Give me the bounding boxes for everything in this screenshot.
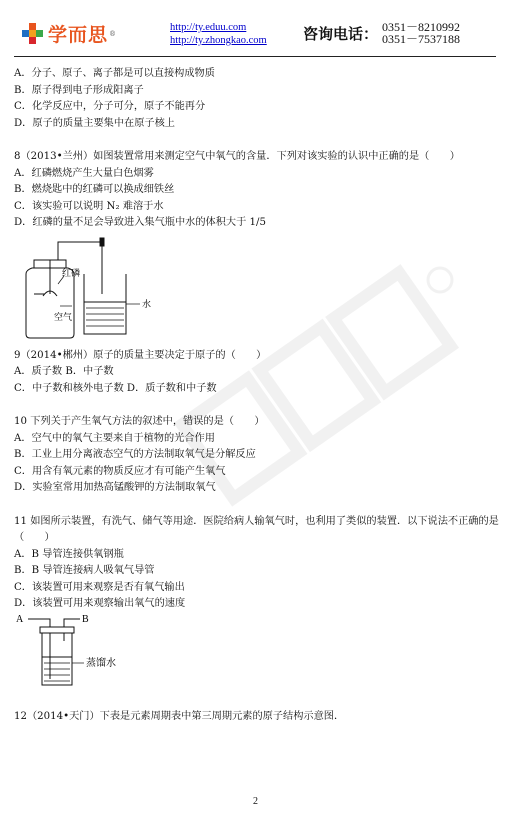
header-links [170, 21, 267, 47]
q11-stem: 11 如图所示装置，有洗气、储气等用途．医院给病人输氧气时，也利用了类似的装置．以下说法不正确的是（ ） [14, 515, 499, 543]
q8-option-c: C．该实验可以说明 N₂ 难溶于水 [14, 200, 164, 212]
logo-mark-icon [22, 23, 44, 45]
phone-number-1: 0351－8210992 [382, 20, 461, 34]
logo [22, 20, 116, 47]
q8-label-phosphorus: 红磷 [62, 268, 81, 279]
logo-registered: ® [109, 29, 117, 38]
q8-apparatus-figure [14, 234, 214, 344]
page-content [14, 66, 499, 725]
phone-label: 咨询电话： [303, 25, 379, 43]
q9-stem: 9（2014•郴州）原子的质量主要决定于原子的（ ） [14, 349, 267, 361]
header-rule [14, 56, 496, 57]
q11-label-water: 蒸馏水 [86, 657, 116, 669]
phone-number-2: 0351－7537188 [382, 32, 461, 46]
q7-option-b: B．原子得到电子形成阳离子 [14, 84, 144, 96]
logo-text: 学而思 [48, 24, 109, 46]
q10-option-a: A．空气中的氧气主要来自于植物的光合作用 [14, 432, 215, 444]
q8-option-d: D．红磷的量不足会导致进入集气瓶中水的体积大于 1/5 [14, 217, 266, 228]
q8-label-water: 水 [142, 299, 152, 310]
q11-option-c: C．该装置可用来观察是否有氧气输出 [14, 581, 185, 593]
page-header [0, 0, 511, 56]
q8-option-b: B．燃烧匙中的红磷可以换成细铁丝 [14, 184, 175, 195]
phone-numbers [382, 21, 460, 45]
q10-option-b: B．工业上用分离液态空气的方法制取氧气是分解反应 [14, 449, 256, 460]
q11-option-b: B．B 导管连接病人吸氧气导管 [14, 565, 155, 576]
q11-gas-bottle-figure [14, 613, 154, 688]
q7-option-c: C．化学反应中，分子可分，原子不能再分 [14, 101, 206, 112]
phone-block [303, 21, 460, 45]
q11-label-b: B [82, 613, 89, 625]
link-eduu[interactable]: http://ty.eduu.com [170, 22, 247, 33]
q11-option-a: A．B 导管连接供氧钢瓶 [14, 548, 124, 560]
q8-stem: 8（2013•兰州）如图装置常用来测定空气中氧气的含量．下列对该实验的认识中正确的是（ ） [14, 151, 460, 162]
q9-options-row-2: C．中子数和核外电子数 D．质子数和中子数 [14, 382, 217, 394]
link-zhongkao[interactable]: http://ty.zhongkao.com [170, 35, 267, 46]
q10-stem: 10 下列关于产生氧气方法的叙述中，错误的是（ ） [14, 416, 265, 427]
q8-option-a: A．红磷燃烧产生大量白色烟雾 [14, 167, 154, 179]
q12-stem: 12（2014•天门）下表是元素周期表中第三周期元素的原子结构示意图． [14, 710, 345, 722]
page-number: 2 [253, 796, 258, 807]
q10-option-c: C．用含有氧元素的物质反应才有可能产生氧气 [14, 465, 226, 477]
q11-label-a: A [16, 613, 24, 625]
q11-option-d: D．该装置可用来观察输出氧气的速度 [14, 598, 186, 609]
q9-options-row-1: A．质子数 B．中子数 [14, 366, 114, 377]
q7-option-a: A．分子、原子、离子都是可以直接构成物质 [14, 68, 215, 79]
q10-option-d: D．实验室常用加热高锰酸钾的方法制取氧气 [14, 482, 216, 493]
q7-option-d: D．原子的质量主要集中在原子核上 [14, 117, 175, 129]
q8-label-air: 空气 [54, 312, 73, 323]
